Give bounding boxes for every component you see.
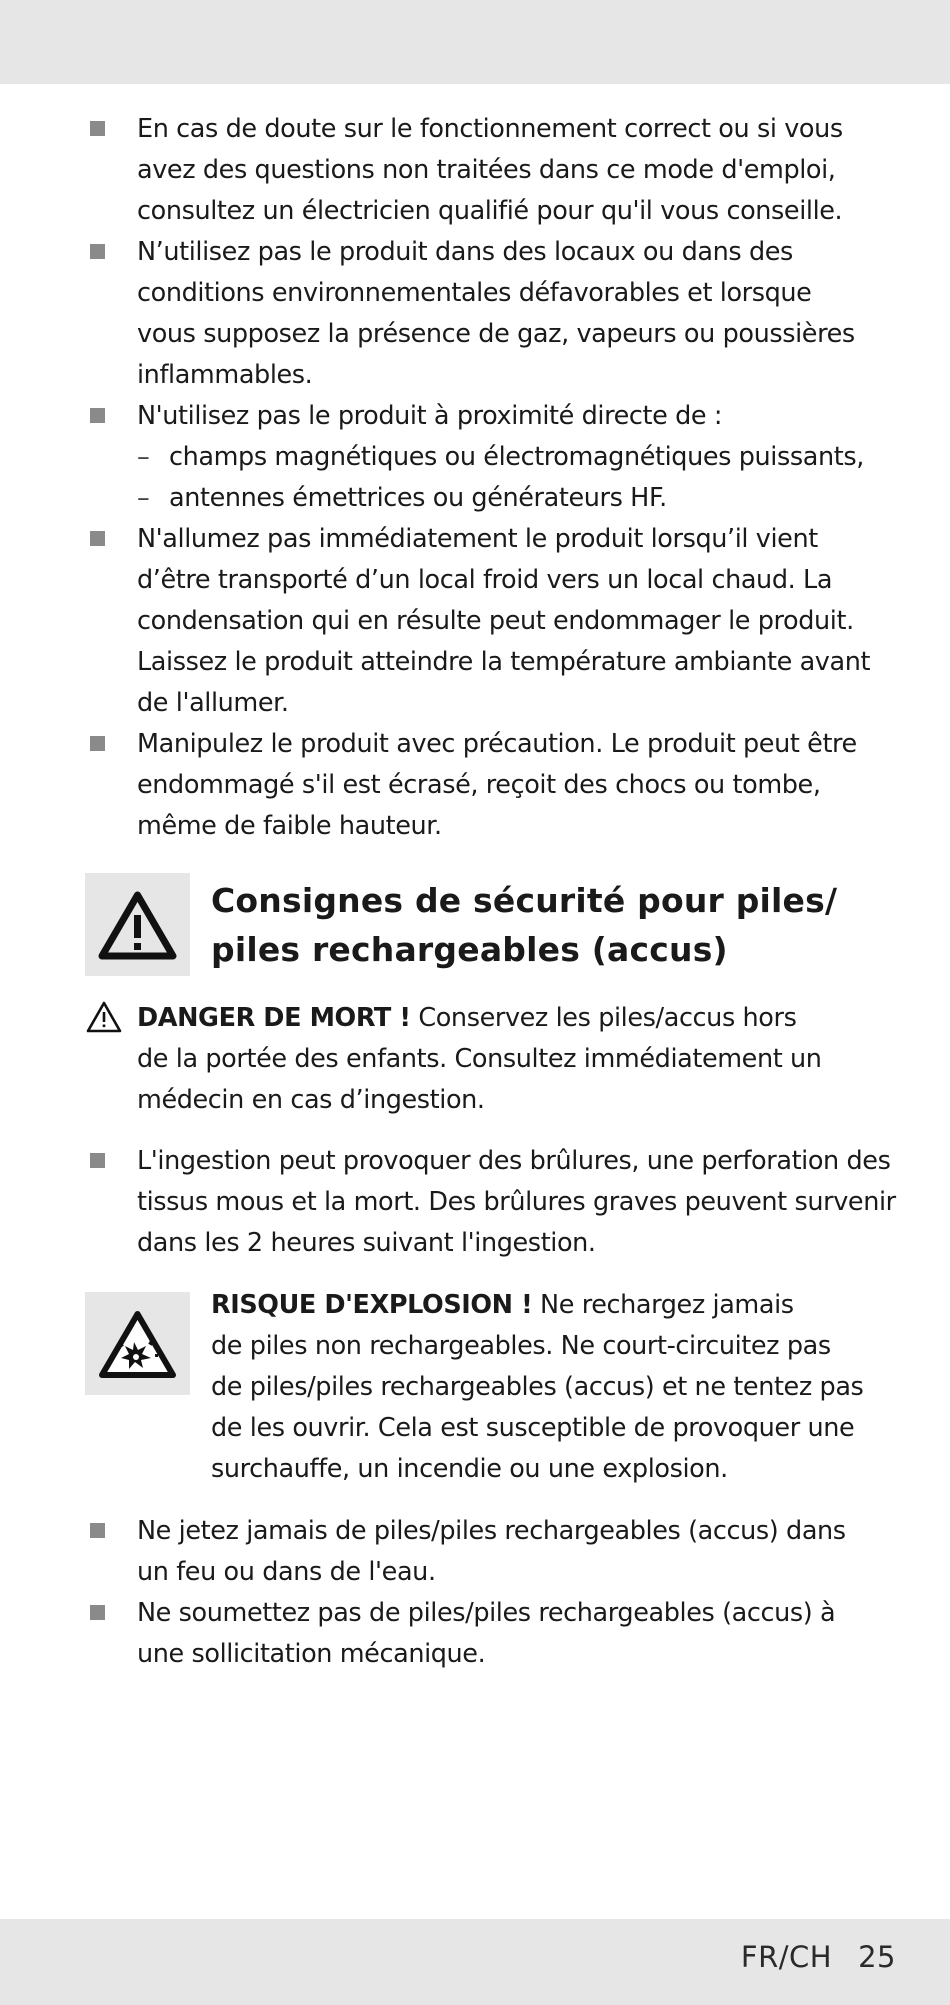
text-line [137,998,907,1039]
text-line: L'ingestion peut provoquer des brûlures, une perforation des [137,1146,891,1176]
text-line: médecin en cas d’ingestion. [137,1085,485,1115]
text-line: une sollicitation mécanique. [137,1639,486,1669]
list-item [137,1511,907,1593]
text-line: Ne jetez jamais de piles/piles rechargeables (accus) dans [137,1516,846,1546]
list-item [137,1593,907,1675]
text-line: inflammables. [137,360,313,390]
text-line: surchauffe, un incendie ou une explosion. [211,1454,728,1484]
dash-item [137,437,907,478]
text-line: dans les 2 heures suivant l'ingestion. [137,1228,596,1258]
footer-language: FR/CH [740,1940,833,1974]
text-line: En cas de doute sur le fonctionnement correct ou si vous [137,114,843,144]
text-line: Laissez le produit atteindre la température ambiante avant [137,647,871,677]
list-item [137,1141,907,1264]
danger-text: Conservez les piles/accus hors [410,1003,797,1033]
list-item [137,232,907,396]
page-number: 25 [858,1940,896,1974]
section-heading [211,876,911,974]
text-line: d’être transporté d’un local froid vers un local chaud. La [137,565,833,595]
bullet-square [90,1153,105,1168]
heading-icon-box [85,873,190,976]
text-line: avez des questions non traitées dans ce mode d'emploi, [137,155,836,185]
bullet-square [90,408,105,423]
text-line: Ne soumettez pas de piles/piles rechargeables (accus) à [137,1598,836,1628]
bullet-square [90,531,105,546]
dash-marker: – [137,483,150,513]
text-line: vous supposez la présence de gaz, vapeurs ou poussières [137,319,855,349]
dash-text: champs magnétiques ou électromagnétiques puissants, [169,442,864,472]
explosion-icon-box [85,1292,190,1395]
text-line: N’utilisez pas le produit dans des locaux ou dans des [137,237,793,267]
bullet-square [90,1605,105,1620]
header-band [0,0,950,84]
bullet-square [90,1523,105,1538]
text-line: de la portée des enfants. Consultez immédiatement un [137,1044,822,1074]
text-line: Manipulez le produit avec précaution. Le produit peut être [137,729,857,759]
text-line: de l'allumer. [137,688,289,718]
explosion-notice [211,1285,911,1490]
text-line [211,1285,911,1326]
text-line: tissus mous et la mort. Des brûlures graves peuvent survenir [137,1187,896,1217]
list-item [137,519,907,724]
list-item [137,396,907,519]
bullet-square [90,736,105,751]
danger-label: DANGER DE MORT ! [137,1003,411,1033]
heading-line: piles rechargeables (accus) [211,930,728,969]
dash-marker: – [137,442,150,472]
list-item [137,109,907,232]
text-line: N'allumez pas immédiatement le produit lorsqu’il vient [137,524,818,554]
text-line: de les ouvrir. Cela est susceptible de provoquer une [211,1413,855,1443]
text-line: de piles/piles rechargeables (accus) et ne tentez pas [211,1372,864,1402]
text-line: de piles non rechargeables. Ne court-circuitez pas [211,1331,831,1361]
text-line: conditions environnementales défavorables et lorsque [137,278,812,308]
text-line: N'utilisez pas le produit à proximité directe de : [137,401,723,431]
explosion-text: Ne rechargez jamais [532,1290,794,1320]
list-item [137,724,907,847]
explosion-warning-icon [85,1292,190,1395]
page-footer [741,1940,896,1974]
bullet-square [90,244,105,259]
dash-item [137,478,907,519]
text-line: même de faible hauteur. [137,811,442,841]
warning-triangle-icon [85,873,190,976]
explosion-label: RISQUE D'EXPLOSION ! [211,1290,533,1320]
dash-text: antennes émettrices ou générateurs HF. [169,483,667,513]
bullet-square [90,121,105,136]
text-line: condensation qui en résulte peut endommager le produit. [137,606,854,636]
danger-notice [137,998,907,1121]
text-line: endommagé s'il est écrasé, reçoit des chocs ou tombe, [137,770,821,800]
text-line: un feu ou dans de l'eau. [137,1557,436,1587]
heading-line: Consignes de sécurité pour piles/ [211,881,838,920]
text-line: consultez un électricien qualifié pour qu'il vous conseille. [137,196,843,226]
warning-triangle-icon [85,1000,123,1034]
